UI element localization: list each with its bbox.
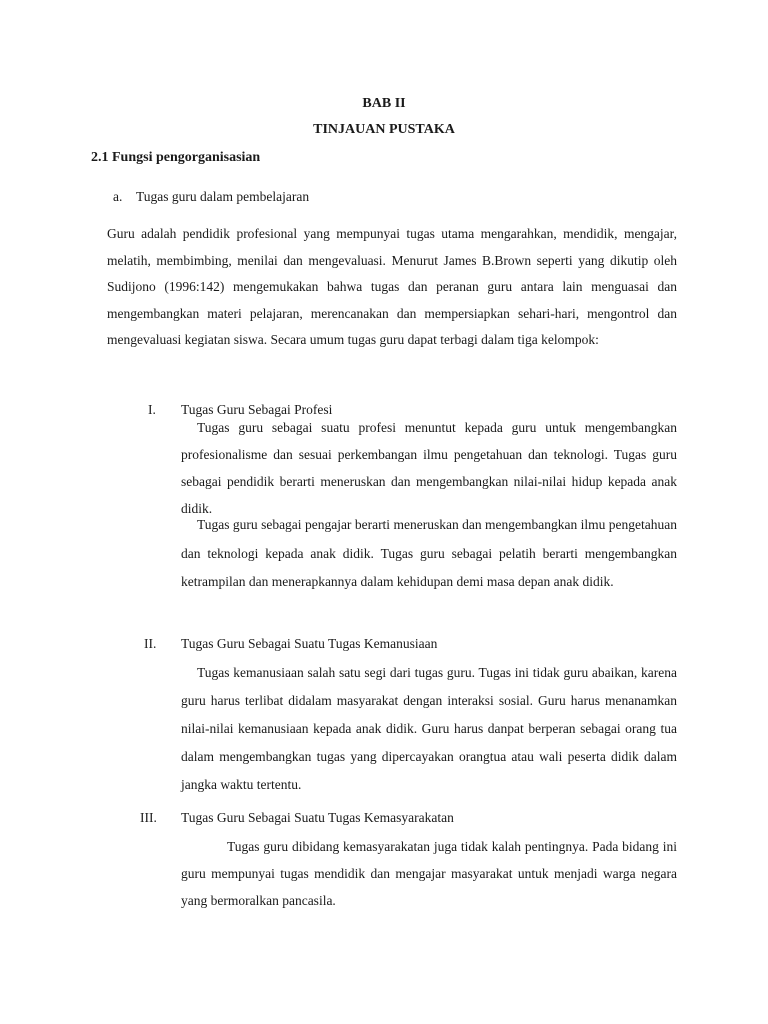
subsection-marker: a. [113,189,123,204]
item-title-3: Tugas Guru Sebagai Suatu Tugas Kemasyarakatan [181,810,454,825]
chapter-number: BAB II [362,96,406,111]
subsection-label: Tugas guru dalam pembelajaran [136,189,310,204]
item-1-paragraph-2: Tugas guru sebagai pengajar berarti meneruskan dan mengembangkan ilmu pengetahuan dan teknologi kepada anak didik. Tugas guru sebagai pelatih berarti mengembangkan ketrampilan dan menerapkannya dalam kehidupan demi masa depan anak didik. [181,517,677,589]
item-3-paragraph-1: Tugas guru dibidang kemasyarakatan juga tidak kalah pentingnya. Pada bidang ini guru mempunyai tugas mendidik dan mengajar masyarakat untuk menjadi warga negara yang bermoralkan pancasila. [181,839,677,908]
item-2-paragraph-1: Tugas kemanusiaan salah satu segi dari tugas guru. Tugas ini tidak guru abaikan, karena guru harus terlibat didalam masyarakat dengan interaksi sosial. Guru harus menanamkan nilai-nilai kemanusiaan kepada anak didik. Guru harus danpat berperan sebagai orang tua dalam mengembangkan tugas yang dipercayakan orangtua atau wali peserta didik dalam jangka waktu tertentu. [181,665,677,792]
item-numeral-3: III. [140,810,157,825]
item-title-1: Tugas Guru Sebagai Profesi [181,402,333,417]
section-heading: 2.1 Fungsi pengorganisasian [91,150,261,165]
subsection-heading [113,189,309,205]
item-1-paragraph-1: Tugas guru sebagai suatu profesi menuntut kepada guru untuk mengembangkan profesionalisme dan sesuai perkembangan ilmu pengetahuan dan teknologi. Tugas guru sebagai pendidik berarti meneruskan dan mengembangkan nilai-nilai hidup kepada anak didik. [181,420,677,516]
intro-paragraph: Guru adalah pendidik profesional yang mempunyai tugas utama mengarahkan, mendidik, mengajar, melatih, membimbing, menilai dan mengevaluasi. Menurut James B.Brown seperti yang dikutip oleh Sudijono (1996:142) mengemukakan bahwa tugas dan peranan guru antara lain menguasai dan mengembangkan materi pelajaran, merencanakan dan mempersiapkan sehari-hari, mengontrol dan mengevaluasi kegiatan siswa. Secara umum tugas guru dapat terbagi dalam tiga kelompok: [107,226,677,347]
item-title-2: Tugas Guru Sebagai Suatu Tugas Kemanusiaan [181,636,438,651]
item-numeral-1: I. [148,402,156,417]
item-numeral-2: II. [144,636,157,651]
chapter-title: TINJAUAN PUSTAKA [313,122,455,137]
